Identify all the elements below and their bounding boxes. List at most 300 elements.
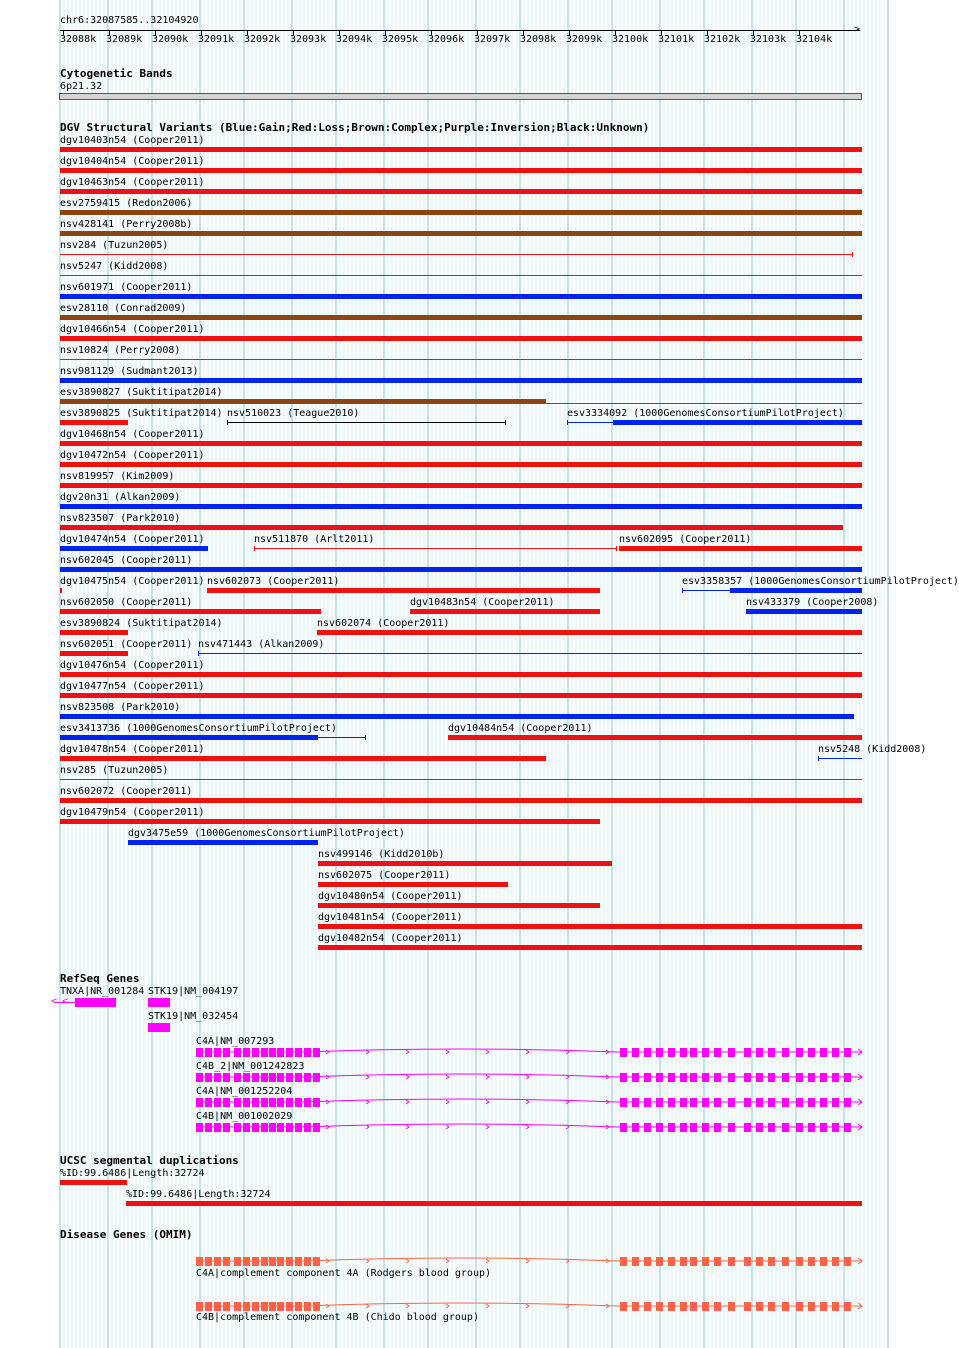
exon-block [205,1098,212,1107]
ruler-tick-label: 32101k [658,34,695,45]
sv-label[interactable]: nsv602045 (Cooper2011) [60,555,193,566]
strand-arrow-icon [446,1304,449,1308]
gene-model[interactable] [0,1120,890,1134]
sv-label[interactable]: nsv602050 (Cooper2011) [60,597,193,608]
exon-block [690,1048,697,1057]
sv-feature-bar[interactable] [60,168,862,173]
exon-block [277,1073,284,1082]
omim-label[interactable]: C4A|complement component 4A (Rodgers blood group) [196,1268,492,1279]
exon-block [728,1257,735,1266]
exon-block [196,1257,203,1266]
sv-label[interactable]: dgv10483n54 (Cooper2011) [410,597,555,608]
strand-arrow-icon [486,1075,489,1079]
strand-arrow-icon [406,1259,409,1263]
strand-arrow-icon [486,1304,489,1308]
sv-label[interactable]: nsv602072 (Cooper2011) [60,786,193,797]
sv-feature-thin[interactable] [254,548,616,549]
exon-block [304,1073,311,1082]
sv-feature-thin[interactable] [818,758,862,759]
exon-block [277,1257,284,1266]
sv-label[interactable]: esv3334092 (1000GenomesConsortiumPilotProject) [567,408,844,419]
sv-feature-bar[interactable] [60,147,862,152]
exon-block [286,1123,293,1132]
gene-label[interactable]: STK19|NM_004197 [148,986,239,997]
gene-label[interactable]: C4A|NM_007293 [196,1036,275,1047]
sv-feature-bar[interactable] [60,483,862,488]
exon-block [668,1098,675,1107]
exon-block [756,1048,763,1057]
position-ruler [0,0,890,50]
sv-feature-bar[interactable] [60,399,546,404]
sv-feature-thin[interactable] [60,359,862,360]
sv-label[interactable]: dgv10484n54 (Cooper2011) [448,723,593,734]
sv-label[interactable]: esv3890827 (Suktitipat2014) [60,387,223,398]
strand-arrow-icon [366,1050,369,1054]
exon-block [620,1123,627,1132]
exon-block [832,1048,839,1057]
exon-block [295,1123,302,1132]
sv-label[interactable]: nsv511870 (Arlt2011) [254,534,375,545]
strand-arrow-icon [526,1075,529,1079]
exon-block [304,1123,311,1132]
ruler-tick-label: 32098k [520,34,557,45]
exon-block[interactable] [148,1023,170,1032]
sv-feature-bar[interactable] [317,630,862,635]
sv-feature-thin[interactable] [60,779,862,780]
exon-block [690,1123,697,1132]
exon-block [714,1257,721,1266]
exon-block [728,1098,735,1107]
exon-block [252,1073,259,1082]
sv-feature-bar[interactable] [60,294,862,299]
sv-feature-thin[interactable] [60,275,862,276]
exon-block [196,1073,203,1082]
sv-feature-bar[interactable] [448,735,862,740]
gene-model[interactable] [0,1045,890,1059]
exon-block [768,1073,775,1082]
exon-block [782,1302,789,1311]
ruler-tick-label: 32095k [382,34,419,45]
exon-block [295,1048,302,1057]
exon-block [205,1123,212,1132]
sv-label[interactable]: nsv428141 (Perry2008b) [60,219,193,230]
exon-block [295,1098,302,1107]
sv-label[interactable]: nsv602075 (Cooper2011) [318,870,451,881]
exon-block [744,1048,751,1057]
sv-feature-cap [254,546,255,551]
sv-feature-thin[interactable] [198,653,862,654]
exon-block [234,1257,241,1266]
ruler-tick-label: 32097k [474,34,511,45]
sv-feature-bar[interactable] [60,525,843,530]
strand-arrow-icon [486,1100,489,1104]
exon-block [756,1123,763,1132]
sv-feature-bar[interactable] [60,231,862,236]
sv-feature-bar[interactable] [60,189,862,194]
exon-block [261,1048,268,1057]
sv-feature-bar[interactable] [60,651,128,656]
sv-label[interactable]: nsv602074 (Cooper2011) [317,618,450,629]
exon-block [234,1048,241,1057]
exon-block [644,1073,651,1082]
sv-label[interactable]: nsv602095 (Cooper2011) [619,534,752,545]
exon-block [844,1123,851,1132]
sv-feature-thin[interactable] [227,422,505,423]
gene-label[interactable]: STK19|NM_032454 [148,1011,239,1022]
refseq-track-title: RefSeq Genes [60,972,140,985]
exon-block [304,1098,311,1107]
sv-label[interactable]: dgv10480n54 (Cooper2011) [318,891,463,902]
sv-label[interactable]: nsv602051 (Cooper2011) [60,639,193,650]
sv-feature-bar[interactable] [60,378,862,383]
exon-block [620,1302,627,1311]
gene-label[interactable]: C4B|NM_001002029 [196,1111,293,1122]
segdup-label[interactable]: %ID:99.6486|Length:32724 [126,1189,271,1200]
exon-block [632,1048,639,1057]
exon-block [714,1302,721,1311]
sv-feature-bar[interactable] [60,714,854,719]
sv-label[interactable]: dgv10482n54 (Cooper2011) [318,933,463,944]
exon-block [820,1257,827,1266]
sv-label[interactable]: nsv433379 (Cooper2008) [746,597,879,608]
sv-feature-bar[interactable] [60,441,862,446]
ruler-tick-label: 32090k [152,34,189,45]
exon-block [690,1302,697,1311]
sv-label[interactable]: nsv819957 (Kim2009) [60,471,175,482]
sv-label[interactable]: nsv10824 (Perry2008) [60,345,181,356]
sv-label[interactable]: esv3890824 (Suktitipat2014) [60,618,223,629]
sv-feature-bar[interactable] [318,882,508,887]
exon-block [196,1302,203,1311]
sv-label[interactable]: nsv471443 (Alkan2009) [198,639,325,650]
sv-feature-bar[interactable] [318,945,862,950]
strand-arrow-icon [526,1304,529,1308]
sv-label[interactable]: nsv5247 (Kidd2008) [60,261,169,272]
exon-block [782,1048,789,1057]
omim-gene-model[interactable] [0,1299,890,1313]
exon-block [656,1302,663,1311]
sv-label[interactable]: dgv10403n54 (Cooper2011) [60,135,205,146]
gene-model[interactable] [0,1095,890,1109]
exon-block [832,1098,839,1107]
cytoband-track-title: Cytogenetic Bands [60,67,173,80]
sv-label[interactable]: dgv10476n54 (Cooper2011) [60,660,205,671]
exon-block [690,1257,697,1266]
exon-block [252,1123,259,1132]
sv-feature-bar[interactable] [318,903,600,908]
exon-block [644,1048,651,1057]
strand-arrow-icon [486,1050,489,1054]
sv-label[interactable]: dgv10463n54 (Cooper2011) [60,177,205,188]
exon-block [214,1073,221,1082]
exon-block [756,1302,763,1311]
gene-label[interactable]: TNXA|NR_001284 [60,986,145,997]
strand-arrow-icon [326,1304,329,1308]
exon-block [668,1302,675,1311]
exon-block [690,1098,697,1107]
sv-label[interactable]: dgv10466n54 (Cooper2011) [60,324,205,335]
sv-feature-cap [852,252,853,257]
exon-block [286,1257,293,1266]
exon-block [768,1048,775,1057]
exon-block [768,1302,775,1311]
exon-block [243,1257,250,1266]
exon-block [620,1073,627,1082]
exon-block [820,1098,827,1107]
exon-block [295,1073,302,1082]
sv-feature-bar[interactable] [60,210,862,215]
exon-block [277,1302,284,1311]
segdup-label[interactable]: %ID:99.6486|Length:32724 [60,1168,205,1179]
sv-feature-bar[interactable] [60,546,208,551]
sv-feature-cap [365,735,366,740]
exon-block [656,1098,663,1107]
sv-feature-thin[interactable] [682,590,730,591]
sv-feature-bar[interactable] [60,756,546,761]
sv-feature-bar[interactable] [60,315,862,320]
exon-block [252,1302,259,1311]
exon-block [844,1048,851,1057]
strand-arrow-icon [526,1259,529,1263]
sv-label[interactable]: dgv10468n54 (Cooper2011) [60,429,205,440]
exon-block [295,1302,302,1311]
sv-feature-bar[interactable] [60,672,862,677]
sv-label[interactable]: esv28110 (Conrad2009) [60,303,187,314]
sv-feature-bar[interactable] [410,609,600,614]
exon-block [702,1073,709,1082]
strand-arrow-icon [326,1259,329,1263]
exon-block [277,1123,284,1132]
exon-block [304,1048,311,1057]
sv-label[interactable]: nsv510023 (Teague2010) [227,408,360,419]
exon-block [832,1123,839,1132]
strand-arrow-icon [406,1125,409,1129]
sv-label[interactable]: nsv823508 (Park2010) [60,702,181,713]
exon-block [223,1257,230,1266]
sv-label[interactable]: nsv285 (Tuzun2005) [60,765,169,776]
omim-label[interactable]: C4B|complement component 4B (Chido blood group) [196,1312,479,1323]
exon-block [620,1048,627,1057]
exon-block [782,1123,789,1132]
sv-feature-bar[interactable] [60,609,321,614]
exon-block [714,1048,721,1057]
exon-block [214,1123,221,1132]
exon-block [261,1098,268,1107]
sv-feature-bar[interactable] [60,798,862,803]
sv-feature-bar[interactable] [60,420,128,425]
sv-label[interactable]: dgv10404n54 (Cooper2011) [60,156,205,167]
sv-feature-bar[interactable] [60,735,318,740]
sv-label[interactable]: dgv10478n54 (Cooper2011) [60,744,205,755]
exon-block [820,1048,827,1057]
exon-block [782,1073,789,1082]
exon-block [768,1123,775,1132]
sv-feature-bar[interactable] [128,840,318,845]
sv-label[interactable]: nsv823507 (Park2010) [60,513,181,524]
sv-label[interactable]: dgv10477n54 (Cooper2011) [60,681,205,692]
sv-label[interactable]: esv3413736 (1000GenomesConsortiumPilotProject) [60,723,337,734]
exon-block [796,1302,803,1311]
sv-feature-bar[interactable] [318,924,862,929]
exon-block [796,1098,803,1107]
exon-block [269,1302,276,1311]
cytoband-bar[interactable] [59,93,862,100]
exon-block [668,1048,675,1057]
exon-block [808,1257,815,1266]
sv-feature-bar[interactable] [60,336,862,341]
sv-label[interactable]: dgv10479n54 (Cooper2011) [60,807,205,818]
exon-block [295,1257,302,1266]
sv-feature-thin[interactable] [567,422,613,423]
strand-arrow-icon: < [62,996,69,1007]
sv-feature-bar[interactable] [746,609,862,614]
sv-label[interactable]: nsv601971 (Cooper2011) [60,282,193,293]
strand-arrow-icon [526,1100,529,1104]
exon-block [205,1048,212,1057]
exon-block [632,1073,639,1082]
strand-arrow-icon [446,1075,449,1079]
exon-block [796,1073,803,1082]
sv-label[interactable]: nsv602073 (Cooper2011) [207,576,340,587]
exon-block [768,1098,775,1107]
sv-label[interactable]: nsv284 (Tuzun2005) [60,240,169,251]
sv-label[interactable]: dgv10481n54 (Cooper2011) [318,912,463,923]
position-label: chr6:32087585..32104920 [60,15,199,26]
exon-block [261,1073,268,1082]
strand-arrow-icon [486,1125,489,1129]
exon-block [632,1302,639,1311]
sv-feature-cap [567,420,568,425]
sv-feature-thin [546,403,862,404]
segdup-bar[interactable] [60,1180,127,1185]
sv-label[interactable]: dgv20n31 (Alkan2009) [60,492,181,503]
exon-block [644,1302,651,1311]
exon-block [205,1073,212,1082]
strand-arrow-icon [366,1075,369,1079]
strand-arrow-icon [406,1075,409,1079]
exon-block [261,1257,268,1266]
strand-arrow-icon [406,1100,409,1104]
exon-block [234,1302,241,1311]
exon-block [234,1123,241,1132]
exon-block [744,1098,751,1107]
exon-block [243,1048,250,1057]
exon-block [832,1073,839,1082]
strand-arrow-icon [446,1050,449,1054]
sv-label[interactable]: esv3890825 (Suktitipat2014) [60,408,223,419]
sv-feature-thin[interactable] [318,737,365,738]
strand-arrow-icon [366,1100,369,1104]
sv-label[interactable]: esv2759415 (Redon2006) [60,198,193,209]
sv-feature-bar[interactable] [613,420,862,425]
gene-label[interactable]: C4A|NM_001252204 [196,1086,293,1097]
sv-feature-bar[interactable] [318,861,612,866]
sv-label[interactable]: nsv499146 (Kidd2010b) [318,849,445,860]
sv-feature-bar[interactable] [60,504,862,509]
strand-arrow-icon [406,1304,409,1308]
sv-label[interactable]: dgv3475e59 (1000GenomesConsortiumPilotProject) [128,828,405,839]
exon-block [728,1123,735,1132]
exon-block [205,1257,212,1266]
dgv-track-title: DGV Structural Variants (Blue:Gain;Red:Loss;Brown:Complex;Purple:Inversion;Black:Unknown) [60,121,650,134]
exon-block [223,1123,230,1132]
exon-block [808,1098,815,1107]
sv-feature-bar[interactable] [60,462,862,467]
strand-arrow-icon [446,1125,449,1129]
sv-feature-bar[interactable] [60,588,62,593]
exon-block [243,1098,250,1107]
sv-label[interactable]: nsv5248 (Kidd2008) [818,744,927,755]
exon-block[interactable] [75,998,116,1007]
sv-label[interactable]: dgv10475n54 (Cooper2011) [60,576,205,587]
sv-feature-bar[interactable] [60,819,600,824]
exon-block [702,1302,709,1311]
exon-block [768,1257,775,1266]
exon-block [313,1257,320,1266]
ruler-tick-label: 32096k [428,34,465,45]
exon-block [261,1302,268,1311]
sv-feature-bar[interactable] [60,567,862,572]
exon-block [820,1073,827,1082]
ruler-tick-label: 32104k [796,34,833,45]
sv-label[interactable]: dgv10474n54 (Cooper2011) [60,534,205,545]
gene-label[interactable]: C4B_2|NM_001242823 [196,1061,305,1072]
sv-label[interactable]: nsv981129 (Sudmant2013) [60,366,199,377]
strand-arrow-icon [366,1304,369,1308]
exon-block [644,1257,651,1266]
exon-block [820,1123,827,1132]
exon-block[interactable] [148,998,170,1007]
exon-block [702,1098,709,1107]
exon-block [632,1123,639,1132]
omim-track-title: Disease Genes (OMIM) [60,1228,193,1241]
exon-block [277,1098,284,1107]
exon-block [269,1048,276,1057]
exon-block [702,1123,709,1132]
gene-model[interactable] [0,1070,890,1084]
exon-block [632,1098,639,1107]
exon-block [243,1302,250,1311]
sv-feature-cap [616,546,617,551]
strand-arrow-icon [526,1125,529,1129]
exon-block [252,1048,259,1057]
exon-block [744,1073,751,1082]
sv-feature-bar[interactable] [60,630,128,635]
strand-arrow-icon [486,1259,489,1263]
sv-feature-bar[interactable] [730,588,862,593]
sv-label[interactable]: esv3358357 (1000GenomesConsortiumPilotProject) [682,576,959,587]
ruler-arrow-icon: > [854,24,861,35]
segdup-bar[interactable] [126,1201,862,1206]
ruler-tick-label: 32091k [198,34,235,45]
sv-feature-bar[interactable] [60,693,862,698]
strand-arrow-icon [366,1259,369,1263]
exon-block [808,1302,815,1311]
exon-block [196,1048,203,1057]
omim-gene-model[interactable] [0,1254,890,1268]
sv-feature-bar[interactable] [207,588,600,593]
sv-feature-cap [818,756,819,761]
exon-block [796,1257,803,1266]
exon-block [313,1123,320,1132]
exon-block [756,1098,763,1107]
strand-arrow-icon [446,1259,449,1263]
exon-block [644,1098,651,1107]
sv-label[interactable]: dgv10472n54 (Cooper2011) [60,450,205,461]
exon-block [680,1098,687,1107]
sv-feature-thin[interactable] [60,254,852,255]
sv-feature-bar[interactable] [619,546,862,551]
